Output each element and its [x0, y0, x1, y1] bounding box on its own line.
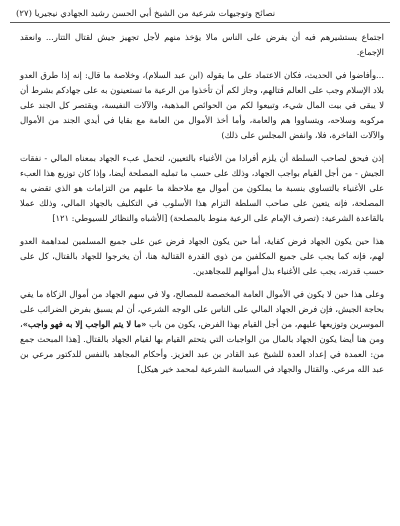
paragraph-gap	[20, 60, 384, 68]
document-page	[10, 8, 390, 520]
paragraph-4: هذا حين يكون الجهاد فرض كفاية، أما حين يكون الجهاد فرض عين على جميع المسلمين لمداهمة العدو لهم، فإنه كما يجب على جميع المكلفين من ذوي القدرة القتالية هنا، أن يخرجوا للجهاد بالقتال، كل على حسب قدرته، يجب على الأغنياء بذل أموالهم للمجاهدين.	[20, 236, 384, 276]
page-header	[10, 8, 390, 23]
paragraph-gap	[20, 279, 384, 287]
paragraph-1: اجتماع يستشيرهم فيه أن يفرض على الناس مالا يؤخذ منهم لأجل تجهيز جيش لقتال التتار... وانعقد الإجماع.	[20, 32, 384, 57]
paragraph-5-text-start: وعلى هذا حين لا يكون في الأموال العامة المخصصة للمصالح، ولا في سهم الجهاد من أموال الزكاة ما يفي بحاجة الجيش، فإن فرض الجهاد المالي على الناس على الوجه الشرعي، أن لم يسبق بفرض الضرائب على الموسرين وتوزيعها عليهم، من أجل القيام بهذا الفرض، يكون من باب	[20, 289, 385, 329]
document-body	[10, 30, 390, 377]
running-header-title: نصائح وتوجيهات شرعية من الشيخ أبي الحسن رشيد الجهادي نيجيريا (٢٧)	[16, 9, 276, 19]
paragraph-gap	[20, 143, 384, 151]
paragraph-5	[20, 287, 384, 377]
paragraph-3: إذن فيحق لصاحب السلطة أن يلزم أفرادا من الأغنياء بالتعيين، لتحمل عبء الجهاد بمعناه المالي - نفقات الجيش - من أجل القيام بواجب الجهاد، وذلك على حسب ما تمليه المصلحة أيضا، وإذا كان توزيع هذا العبء على الأغنياء بالتساوي بنسبة ما يملكون من أموال مع ملاحظة ما عليهم من التزامات هو الذي تقضي به المصلحة، فإنه يتعين على صاحب السلطة التزام هذا الأسلوب في التكليف بالجهاد المالي، وذلك عملا بالقاعدة الشرعية: (تصرف الإمام على الرعية منوط بالمصلحة) [الأشباه والنظائر للسيوطي: ١٢١]	[20, 153, 384, 223]
paragraph-5-text-end: ، ومن هنا أيضا يكون الجهاد بالمال من الواجبات التي يتحتم القيام بها لقيام الجهاد بالقتال. [هذا المبحث جمع من: العمدة في إعداد العدة للشيخ عبد القادر بن عبد العزيز. وأحكام المجاهد بالنفس للدكتور مرعي بن عبد الله مرعي. والقتال والجهاد في السياسة الشرعية لمحمد خير هيكل]	[20, 319, 384, 374]
paragraph-2: ...وأفاضوا في الحديث، فكان الاعتماد على ما يقوله (ابن عبد السلام)، وخلاصة ما قال: إنه إذا طرق العدو بلاد الإسلام وجب على العالم قتالهم، وجاز لكم أن تأخذوا من الرعية ما تستعينون به على جهادكم بشرط أن لا يبقى في بيت المال شيء، وتبيعوا لكم من الحوائص المذهبة، والآلات النفيسة، ويقتصر كل الجند على مركوبه وسلاحه، ويتساووا هم والعامة، وأما أخذ الأموال من العامة مع بقايا في أيدي الجند من الأموال والآلات الفاخرة، فلا، وانفض المجلس على ذلك)	[20, 70, 384, 140]
paragraph-5-bold-maxim: «ما لا يتم الواجب إلا به فهو واجب»	[22, 319, 147, 329]
paragraph-gap	[20, 226, 384, 234]
